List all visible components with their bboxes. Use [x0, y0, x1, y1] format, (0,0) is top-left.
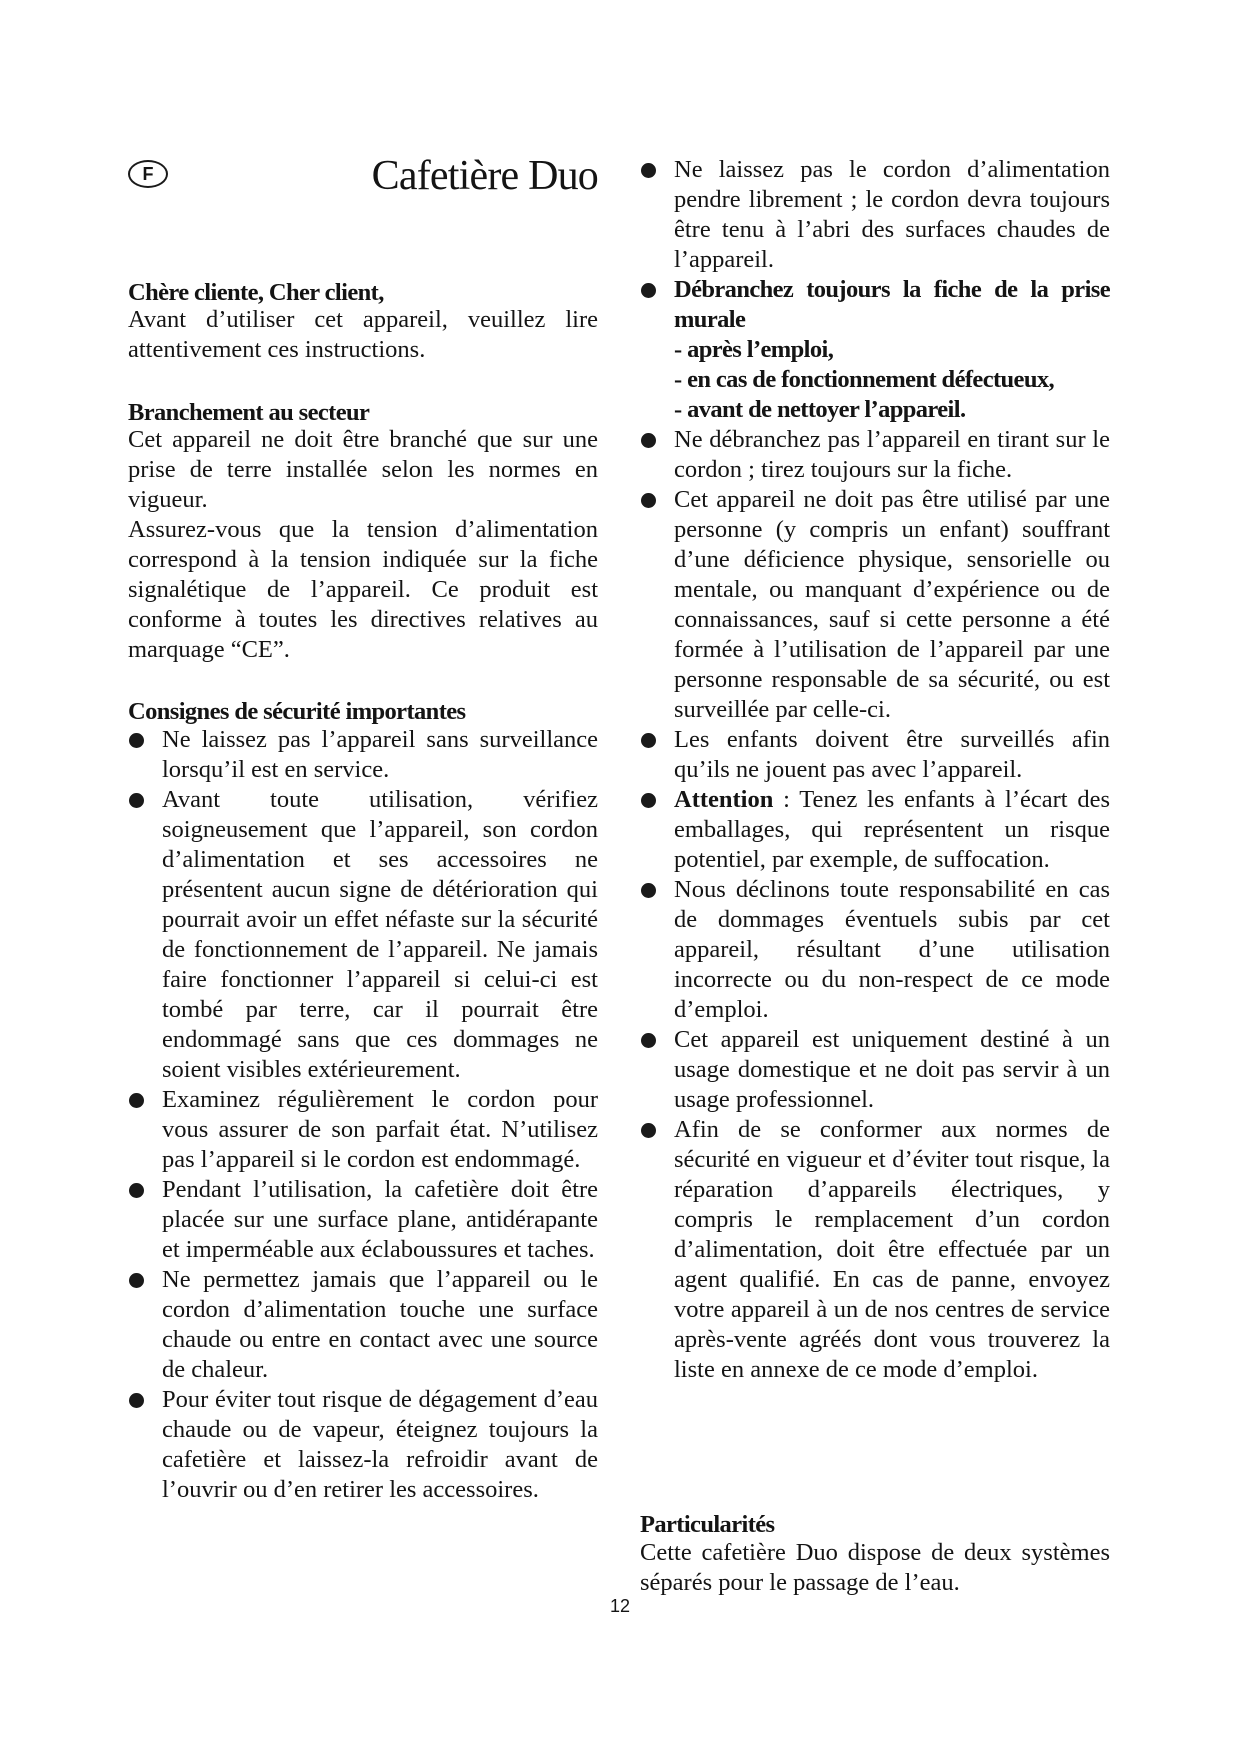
power-paragraph-1: Cet appareil ne doit être branché que sur une prise de terre installée selon les normes en vigueur. [128, 426, 598, 513]
document-title: Cafetière Duo [371, 153, 598, 199]
list-item: Ne laissez pas le cordon d’alimentation pendre librement ; le cordon devra toujours être tenu à l’abri des surfaces chaudes de l’appareil. [640, 155, 1110, 275]
list-item: Ne débranchez pas l’appareil en tirant sur le cordon ; tirez toujours sur la fiche. [640, 425, 1110, 485]
language-badge: F [128, 160, 168, 188]
list-item: Avant toute utilisation, vérifiez soigneusement que l’appareil, son cordon d’alimentation et ses accessoires ne présentent aucun signe de détérioration qui pourrait avoir un effet néfaste sur la sécurité de fonctionnement de l’appareil. Ne jamais faire fonctionner l’appareil si celui-ci est tombé par terre, car il pourrait être endommagé sans que ces dommages ne soient visibles extérieurement. [128, 785, 598, 1085]
list-item: Ne laissez pas l’appareil sans surveillance lorsqu’il est en service. [128, 725, 598, 785]
greeting: Chère cliente, Cher client, [128, 279, 384, 306]
list-item-attention [640, 785, 1110, 875]
intro-paragraph: Avant d’utiliser cet appareil, veuillez lire attentivement ces instructions. [128, 306, 598, 363]
list-item: Ne permettez jamais que l’appareil ou le cordon d’alimentation touche une surface chaude ou entre en contact avec une source de chaleur. [128, 1265, 598, 1385]
list-item: Pendant l’utilisation, la cafetière doit être placée sur une surface plane, antidérapante et imperméable aux éclaboussures et taches. [128, 1175, 598, 1265]
list-item: Les enfants doivent être surveillés afin qu’ils ne jouent pas avec l’appareil. [640, 725, 1110, 785]
sub-item: - avant de nettoyer l’appareil. [674, 396, 966, 423]
list-item: Examinez régulièrement le cordon pour vous assurer de son parfait état. N’utilisez pas l’appareil si le cordon est endommagé. [128, 1085, 598, 1175]
list-item-unplug: Débranchez toujours la fiche de la prise murale [640, 275, 1110, 335]
features-paragraph: Cette cafetière Duo dispose de deux systèmes séparés pour le passage de l’eau. [640, 1539, 1110, 1596]
power-heading: Branchement au secteur [128, 399, 370, 426]
page-number: 12 [609, 1596, 631, 1616]
list-item: Pour éviter tout risque de dégagement d’eau chaude ou de vapeur, éteignez toujours la cafetière et laissez-la refroidir avant de l’ouvrir ou d’en retirer les accessoires. [128, 1385, 598, 1505]
list-item: Cet appareil ne doit pas être utilisé par une personne (y compris un enfant) souffrant d’une déficience physique, sensorielle ou mentale, ou manquant d’expérience ou de connaissances, sauf si cette personne a été formée à l’utilisation de l’appareil par une personne responsable de sa sécurité, ou est surveillée par celle-ci. [640, 485, 1110, 725]
safety-list [128, 725, 598, 1505]
safety-list-continued [640, 155, 1110, 1385]
power-paragraph-2: Assurez-vous que la tension d’alimentation correspond à la tension indiquée sur la fiche signalétique de l’appareil. Ce produit est conforme à toutes les directives relatives au marquage “CE”. [128, 516, 598, 663]
features-heading: Particularités [640, 1511, 775, 1538]
sub-item: - après l’emploi, [674, 336, 834, 363]
attention-text: Tenez les enfants à l’écart des emballages, qui représentent un risque potentiel, par exemple, de suffocation. [674, 786, 1110, 873]
attention-label: Attention [674, 786, 774, 813]
list-item: Afin de se conformer aux normes de sécurité en vigueur et d’éviter tout risque, la réparation d’appareils électriques, y compris le remplacement d’un cordon d’alimentation, doit être effectuée par un agent qualifié. En cas de panne, envoyez votre appareil à un de nos centres de service après-vente agréés dont vous trouverez la liste en annexe de ce mode d’emploi. [640, 1115, 1110, 1385]
list-item: Cet appareil est uniquement destiné à un usage domestique et ne doit pas servir à un usage professionnel. [640, 1025, 1110, 1115]
safety-heading: Consignes de sécurité importantes [128, 698, 466, 725]
sub-item: - en cas de fonctionnement défectueux, [674, 366, 1055, 393]
attention-separator: : [773, 786, 800, 813]
list-item: Nous déclinons toute responsabilité en cas de dommages éventuels subis par cet appareil, résultant d’une utilisation incorrecte ou du non-respect de ce mode d’emploi. [640, 875, 1110, 1025]
